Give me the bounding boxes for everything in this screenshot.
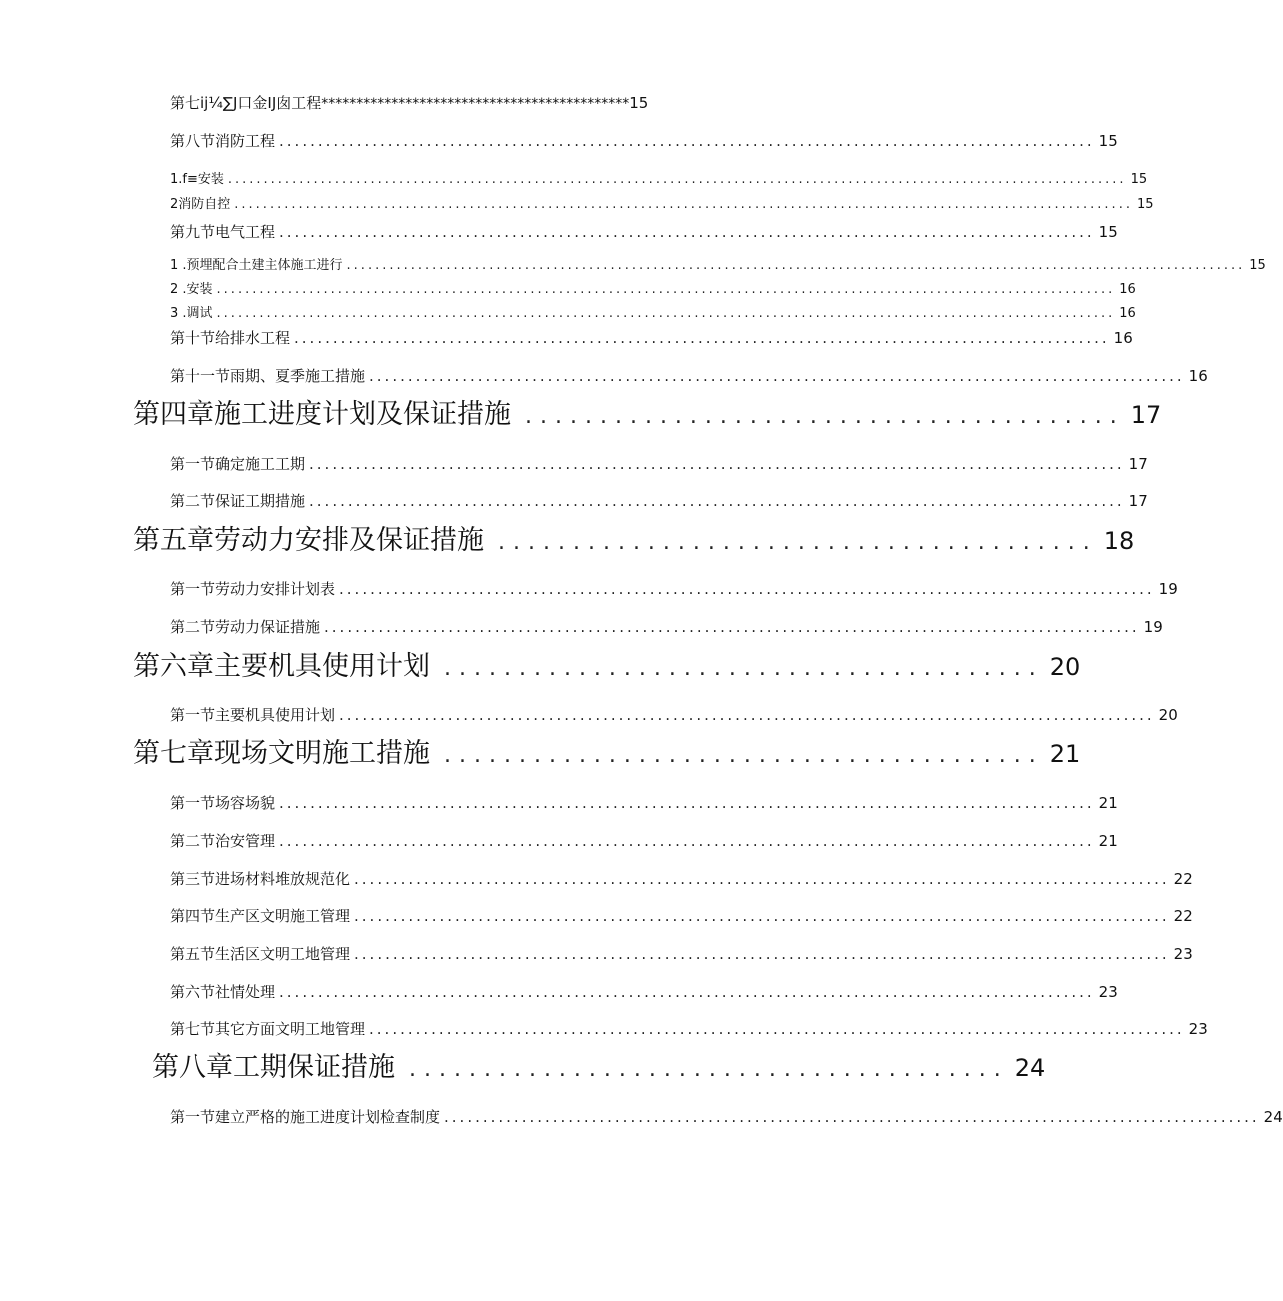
toc-section-page: 16	[1113, 329, 1133, 347]
toc-section	[170, 830, 1118, 852]
toc-section	[170, 792, 1118, 814]
toc-subsection-page: 16	[1119, 282, 1136, 297]
toc-section-title: 第二节保证工期措施	[170, 492, 306, 510]
toc-section-page: 21	[1098, 794, 1118, 812]
toc-chapter-title: 第八章工期保证措施	[152, 1052, 395, 1083]
toc-chapter	[133, 731, 1081, 769]
toc-section-title: 第一节劳动力安排计划表	[170, 580, 336, 598]
toc-section	[170, 616, 1163, 638]
toc-leader: ........................................	[409, 1057, 1009, 1082]
toc-section-title: 第一节场容场貌	[170, 794, 276, 812]
toc-section-page: 15	[1098, 132, 1118, 150]
toc-section-title: 第五节生活区文明工地管理	[170, 945, 351, 963]
toc-leader: ........................................	[525, 404, 1125, 429]
toc-subsection-title: 2消防自控	[170, 197, 231, 212]
toc-section-page: 21	[1098, 832, 1118, 850]
toc-section-title: 第一节确定施工工期	[170, 455, 306, 473]
toc-section-page: 16	[1188, 367, 1208, 385]
toc-leader: .........................................................................................................	[369, 367, 1185, 385]
toc-subsection-title: 1 .预埋配合土建主体施工进行	[170, 258, 343, 273]
toc-entry-page: 15	[629, 94, 649, 112]
toc-section-title: 第二节劳动力保证措施	[170, 618, 321, 636]
toc-section-title: 第九节电气工程	[170, 223, 276, 241]
toc-leader: .........................................................................................................	[279, 983, 1095, 1001]
toc-section	[170, 453, 1148, 475]
toc-chapter-title: 第四章施工进度计划及保证措施	[133, 399, 511, 430]
toc-leader: .........................................................................................................	[354, 870, 1170, 888]
toc-leader: .........................................................................................................	[354, 907, 1170, 925]
toc-section	[170, 130, 1118, 152]
toc-section-page: 24	[1263, 1108, 1283, 1126]
toc-leader: .........................................................................................................	[369, 1020, 1185, 1038]
toc-leader: .........................................................................................................	[339, 706, 1155, 724]
toc-leader: .........................................................................................................	[279, 223, 1095, 241]
toc-section-page: 17	[1128, 455, 1148, 473]
toc-leader: ........................................	[444, 743, 1044, 768]
toc-section-page: 15	[1098, 223, 1118, 241]
toc-leader: .........................................................................................................	[294, 329, 1110, 347]
toc-entry-fill: ********************************************	[321, 96, 630, 112]
toc-section-title: 第八节消防工程	[170, 132, 276, 150]
toc-section-page: 22	[1173, 907, 1193, 925]
toc-subsection	[170, 193, 1154, 213]
toc-entry-garbled	[170, 92, 770, 114]
toc-leader: .........................................................................................................	[279, 132, 1095, 150]
toc-section-page: 23	[1098, 983, 1118, 1001]
toc-subsection-title: 3 .调试	[170, 306, 213, 321]
toc-section-page: 23	[1173, 945, 1193, 963]
toc-section	[170, 221, 1118, 243]
toc-section	[170, 704, 1178, 726]
toc-section	[170, 1106, 1283, 1128]
toc-section-title: 第一节建立严格的施工进度计划检查制度	[170, 1108, 441, 1126]
toc-section-title: 第一节主要机具使用计划	[170, 706, 336, 724]
toc-section-title: 第四节生产区文明施工管理	[170, 907, 351, 925]
toc-leader: ........................................	[498, 530, 1098, 555]
toc-chapter-title: 第六章主要机具使用计划	[133, 651, 430, 682]
toc-leader: ........................................	[444, 656, 1044, 681]
toc-leader: .........................................................................................................	[354, 945, 1170, 963]
toc-section-title: 第十一节雨期、夏季施工措施	[170, 367, 366, 385]
toc-section-title: 第三节进场材料堆放规范化	[170, 870, 351, 888]
toc-section	[170, 578, 1178, 600]
toc-leader: .........................................................................................................	[309, 492, 1125, 510]
toc-leader: .........................................................................................................	[279, 794, 1095, 812]
toc-chapter-page: 24	[1014, 1054, 1046, 1082]
toc-chapter-page: 18	[1103, 527, 1135, 555]
toc-leader: .........................................................................................................	[324, 618, 1140, 636]
toc-subsection-page: 15	[1249, 258, 1266, 273]
toc-chapter	[133, 392, 1162, 430]
toc-leader: .........................................................................................................	[309, 455, 1125, 473]
toc-section	[170, 490, 1148, 512]
toc-chapter-page: 21	[1049, 740, 1081, 768]
toc-leader: .........................................................................................................	[339, 580, 1155, 598]
toc-section-page: 22	[1173, 870, 1193, 888]
toc-leader: ..............................................................................................................................	[227, 172, 1127, 187]
toc-entry-title: 第七ij¼∑J口金IJ囱工程	[170, 94, 322, 112]
toc-leader: ..............................................................................................................................	[216, 306, 1116, 321]
toc-chapter	[133, 518, 1135, 556]
toc-section-title: 第十节给排水工程	[170, 329, 291, 347]
toc-subsection-page: 16	[1119, 306, 1136, 321]
toc-section-title: 第二节治安管理	[170, 832, 276, 850]
toc-subsection-title: 1.f≡安装	[170, 172, 224, 187]
toc-chapter-title: 第七章现场文明施工措施	[133, 738, 430, 769]
toc-subsection	[170, 302, 1136, 322]
toc-leader: ..............................................................................................................................	[234, 197, 1133, 212]
toc-leader: .........................................................................................................	[444, 1108, 1260, 1126]
toc-section-title: 第六节社情处理	[170, 983, 276, 1001]
toc-subsection-page: 15	[1130, 172, 1148, 187]
toc-subsection	[170, 168, 1148, 188]
toc-subsection	[170, 278, 1136, 298]
toc-section	[170, 905, 1193, 927]
toc-section-page: 23	[1188, 1020, 1208, 1038]
toc-section	[170, 1018, 1208, 1040]
toc-section	[170, 981, 1118, 1003]
toc-section	[170, 327, 1133, 349]
toc-section-page: 17	[1128, 492, 1148, 510]
toc-subsection-page: 15	[1136, 197, 1154, 212]
toc-leader: ..............................................................................................................................	[216, 282, 1116, 297]
toc-section-page: 20	[1158, 706, 1178, 724]
toc-section-page: 19	[1158, 580, 1178, 598]
toc-chapter-title: 第五章劳动力安排及保证措施	[133, 525, 484, 556]
toc-section-page: 19	[1143, 618, 1163, 636]
toc-chapter	[152, 1045, 1046, 1083]
toc-section	[170, 868, 1193, 890]
toc-chapter-page: 20	[1049, 653, 1081, 681]
toc-leader: ..............................................................................................................................	[346, 258, 1246, 273]
toc-subsection	[170, 254, 1266, 274]
toc-subsection-title: 2 .安装	[170, 282, 213, 297]
toc-chapter	[133, 644, 1081, 682]
toc-leader: .........................................................................................................	[279, 832, 1095, 850]
toc-section	[170, 365, 1208, 387]
toc-section-title: 第七节其它方面文明工地管理	[170, 1020, 366, 1038]
toc-section	[170, 943, 1193, 965]
toc-chapter-page: 17	[1130, 401, 1162, 429]
